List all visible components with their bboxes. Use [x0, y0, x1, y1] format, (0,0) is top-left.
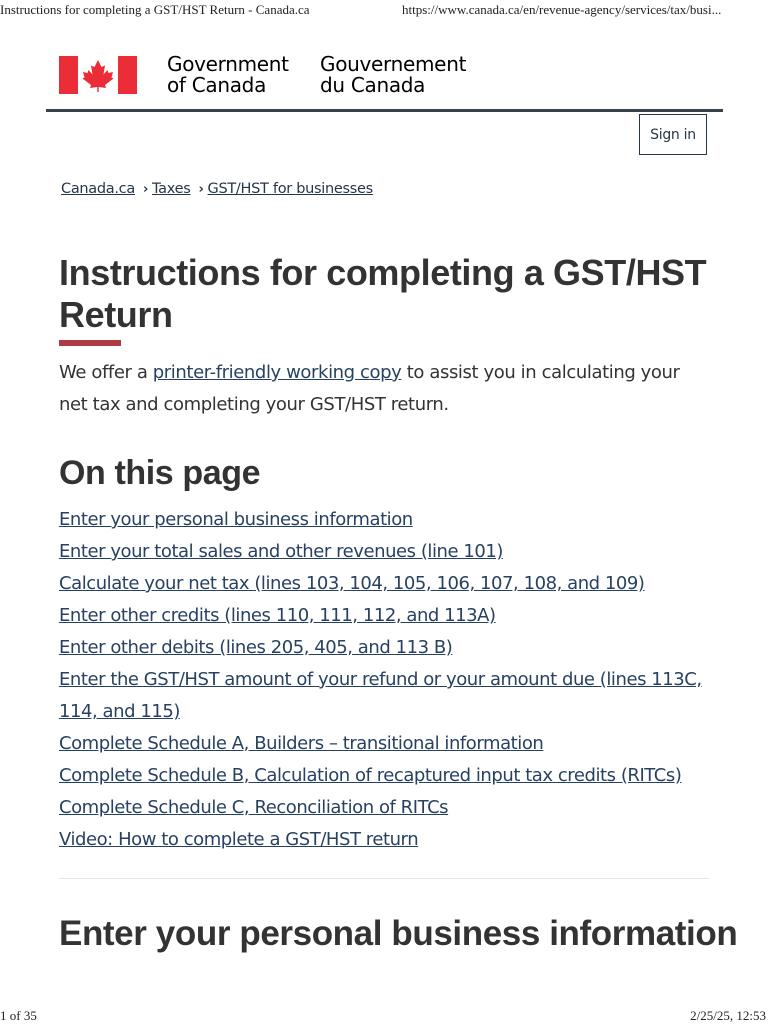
toc-link-other-credits[interactable]: Enter other credits (lines 110, 111, 112, and 113A) — [59, 605, 496, 626]
site-header — [46, 40, 723, 112]
breadcrumb — [61, 181, 373, 197]
signature-en-line1: Government — [167, 52, 289, 76]
government-of-canada-signature[interactable] — [167, 54, 289, 96]
list-item — [59, 728, 709, 760]
signature-en-line2: of Canada — [167, 73, 267, 97]
list-item — [59, 664, 709, 728]
toc-link-schedule-a[interactable]: Complete Schedule A, Builders – transitional information — [59, 733, 544, 754]
intro-text-end: to assist you in calculating your net tax and completing your GST/HST return. — [59, 362, 680, 415]
breadcrumb-gst-hst-for-businesses[interactable]: GST/HST for businesses — [207, 181, 373, 197]
section-divider — [59, 878, 709, 879]
toc-link-net-tax[interactable]: Calculate your net tax (lines 103, 104, 105, 106, 107, 108, and 109) — [59, 573, 645, 594]
section-heading-personal-business-info: Enter your personal business information — [59, 914, 738, 953]
breadcrumb-taxes[interactable]: Taxes — [152, 181, 191, 197]
title-accent-rule — [59, 340, 121, 346]
list-item — [59, 568, 709, 600]
toc-link-personal-business-info[interactable]: Enter your personal business information — [59, 509, 413, 530]
toc-link-total-sales[interactable]: Enter your total sales and other revenues (line 101) — [59, 541, 503, 562]
print-date: 2/25/25, 12:53 — [690, 1008, 766, 1023]
on-this-page-heading: On this page — [59, 454, 261, 492]
toc-link-video[interactable]: Video: How to complete a GST/HST return — [59, 829, 419, 850]
toc-link-schedule-b[interactable]: Complete Schedule B, Calculation of recaptured input tax credits (RITCs) — [59, 765, 682, 786]
print-page-title: Instructions for completing a GST/HST Return - Canada.ca — [0, 2, 310, 17]
chevron-right-icon: › — [142, 182, 149, 197]
gouvernement-du-canada-signature[interactable] — [320, 54, 466, 96]
list-item — [59, 600, 709, 632]
signature-fr-line1: Gouvernement — [320, 52, 467, 76]
toc-link-refund-or-amount-due[interactable]: Enter the GST/HST amount of your refund or your amount due (lines 113C, 114, and 115) — [59, 669, 702, 722]
on-this-page-list — [59, 504, 709, 856]
list-item — [59, 632, 709, 664]
list-item — [59, 792, 709, 824]
toc-link-other-debits[interactable]: Enter other debits (lines 205, 405, and 113 B) — [59, 637, 453, 658]
canada-flag-icon — [59, 56, 137, 94]
list-item — [59, 824, 709, 856]
printer-friendly-copy-link[interactable]: printer-friendly working copy — [152, 362, 402, 383]
page-title: Instructions for completing a GST/HST Return — [59, 252, 707, 335]
print-footer — [0, 1008, 768, 1024]
intro-paragraph — [59, 357, 709, 421]
breadcrumb-canada-ca[interactable]: Canada.ca — [61, 181, 135, 197]
signature-fr-line2: du Canada — [320, 73, 426, 97]
intro-text-start: We offer a — [59, 362, 153, 383]
sign-in-button[interactable]: Sign in — [639, 114, 707, 155]
chevron-right-icon: › — [198, 182, 204, 197]
print-page-number: 1 of 35 — [0, 1008, 37, 1023]
list-item — [59, 536, 709, 568]
list-item — [59, 760, 709, 792]
print-header — [0, 2, 768, 18]
list-item — [59, 504, 709, 536]
print-page-url: https://www.canada.ca/en/revenue-agency/services/tax/busi... — [402, 2, 722, 17]
toc-link-schedule-c[interactable]: Complete Schedule C, Reconciliation of RITCs — [59, 797, 449, 818]
